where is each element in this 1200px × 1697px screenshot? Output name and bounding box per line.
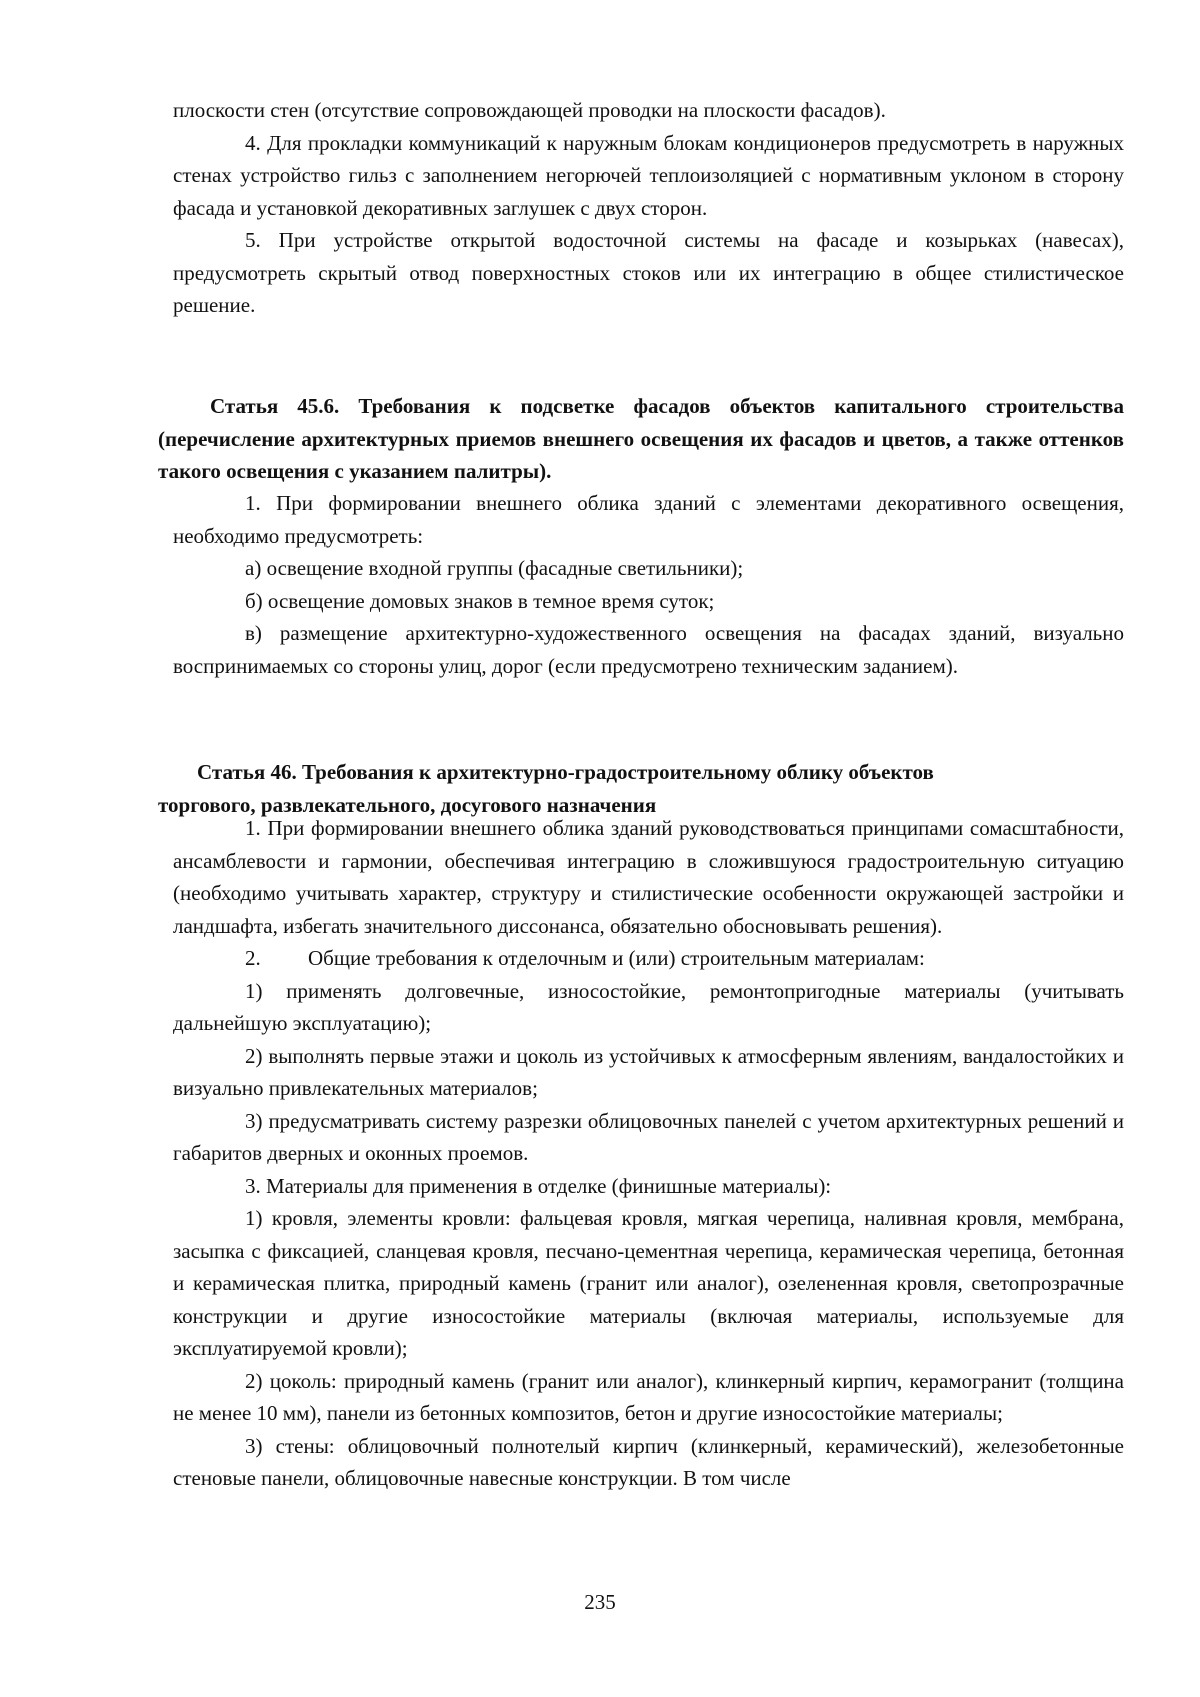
paragraph-drainage-system: 5. При устройстве открытой водосточной системы на фасаде и козырьках (навесах), предусмотреть скрытый отвод поверхностных стоков или их интеграцию в общее стилистическое решение.	[173, 228, 1124, 317]
article-45-6-heading: Статья 45.6. Требования к подсветке фасадов объектов капитального строительства (перечисление архитектурных приемов внешнего освещения их фасадов и цветов, а также оттенков такого освещения с указанием палитры).	[158, 394, 1124, 483]
list-item-panel-cutting: 3) предусматривать систему разрезки облицовочных панелей с учетом архитектурных решений и габаритов дверных и оконных проемов.	[173, 1108, 1124, 1165]
paragraph-external-appearance: 1. При формировании внешнего облика зданий руководствоваться принципами сомасштабности, ансамблевости и гармонии, обеспечивая интеграцию в сложившуюся градостроительную ситуацию (необходимо учитывать характер, структуру и стилистические особенности окружающей застройки и ландшафта, избегать значительного диссонанса, обязательно обосновывать решения).	[173, 816, 1124, 938]
article-46-heading-line-1: Статья 46. Требования к архитектурно-градостроительному облику объектов	[197, 760, 934, 784]
list-item-house-sign-lighting: б) освещение домовых знаков в темное время суток;	[245, 588, 715, 613]
list-item-entrance-lighting: а) освещение входной группы (фасадные светильники);	[245, 556, 744, 580]
list-item-roofing: 1) кровля, элементы кровли: фальцевая кровля, мягкая черепица, наливная кровля, мембрана, засыпка с фиксацией, сланцевая кровля, песчано-цементная черепица, керамическая черепица, бетонная и керамическая плитка, природный камень (гранит или аналог), озелененная кровля, светопрозрачные конструкции и другие износостойкие материалы (включая материалы, используемые для эксплуатируемой кровли);	[173, 1206, 1124, 1360]
list-item-walls: 3) стены: облицовочный полнотелый кирпич (клинкерный, керамический), железобетонные стеновые панели, облицовочные навесные конструкции. В том числе	[173, 1433, 1124, 1490]
text-block-article-46	[173, 812, 1124, 1495]
text-block-article-45-6	[173, 487, 1124, 682]
paragraph-decorative-lighting: 1. При формировании внешнего облика зданий с элементами декоративного освещения, необходимо предусмотреть:	[173, 491, 1124, 548]
article-46-heading-line-2: торгового, развлекательного, досугового назначения	[158, 792, 657, 817]
paragraph-general-requirements: 2. Общие требования к отделочным и (или) строительным материалам:	[245, 946, 925, 970]
page-number: 235	[584, 1590, 616, 1614]
list-item-ground-floors: 2) выполнять первые этажи и цоколь из устойчивых к атмосферным явлениям, вандалостойких и визуально привлекательных материалов;	[173, 1043, 1124, 1100]
list-item-plinth: 2) цоколь: природный камень (гранит или аналог), клинкерный кирпич, керамогранит (толщина не менее 10 мм), панели из бетонных композитов, бетон и другие износостойкие материалы;	[173, 1368, 1124, 1425]
paragraph-air-conditioner-sleeves: 4. Для прокладки коммуникаций к наружным блокам кондиционеров предусмотреть в наружных стенах устройство гильз с заполнением негорючей теплоизоляцией с нормативным уклоном в сторону фасада и установкой декоративных заглушек с двух сторон.	[173, 130, 1124, 220]
text-block-intro	[173, 94, 1124, 322]
list-item-durable-materials: 1) применять долговечные, износостойкие, ремонтопригодные материалы (учитывать дальнейшую эксплуатацию);	[173, 978, 1124, 1035]
paragraph-finishing-materials: 3. Материалы для применения в отделке (финишные материалы):	[245, 1173, 832, 1198]
list-item-architectural-lighting: в) размещение архитектурно-художественного освещения на фасадах зданий, визуально воспринимаемых со стороны улиц, дорог (если предусмотрено техническим заданием).	[173, 621, 1124, 678]
paragraph-facade-wiring: плоскости стен (отсутствие сопровождающей проводки на плоскости фасадов).	[173, 98, 886, 122]
